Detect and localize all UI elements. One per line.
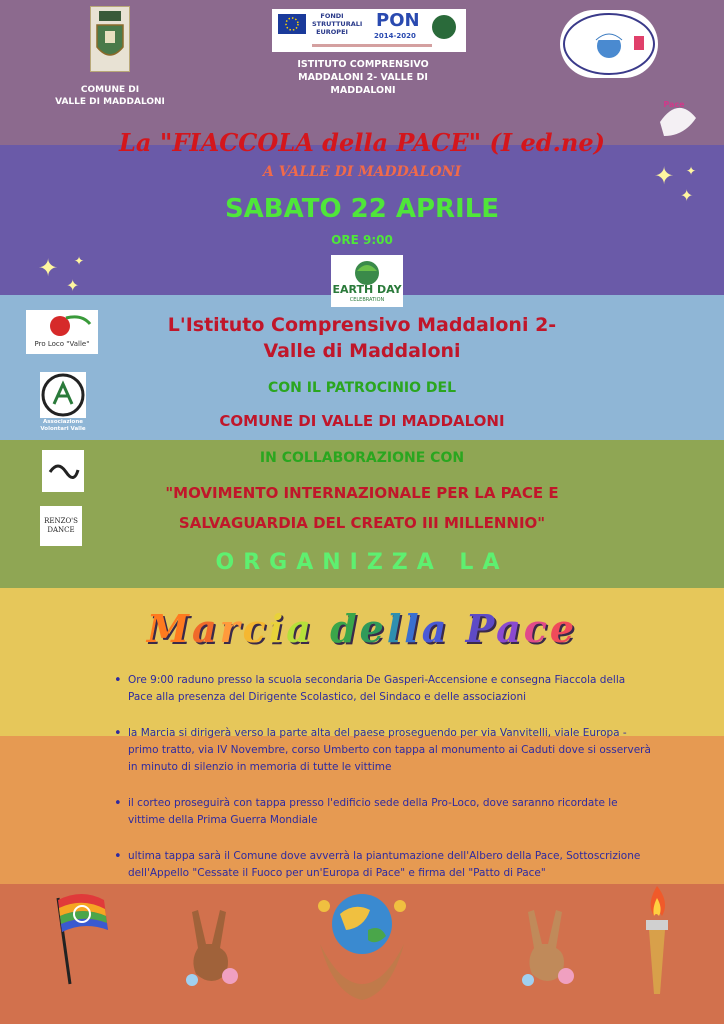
pon-fondi-text: FONDI STRUTTURALI EUROPEI <box>312 12 363 36</box>
movimento-line1: "MOVIMENTO INTERNAZIONALE PER LA PACE E <box>165 484 559 502</box>
sparkle-icon: ✦ <box>38 254 59 282</box>
event-date: SABATO 22 APRILE <box>224 194 500 224</box>
collaborazione-label: IN COLLABORAZIONE CON <box>259 450 465 466</box>
torch-icon <box>636 882 678 998</box>
event-list <box>112 672 652 901</box>
istituto-line1: L'Istituto Comprensivo Maddaloni 2- <box>167 314 557 336</box>
eu-flag-icon <box>278 14 306 34</box>
sparkle-icon: ✦ <box>654 162 675 190</box>
marcia-letter: l <box>404 606 422 651</box>
marcia-letter: M <box>146 606 192 651</box>
marcia-letter: a <box>496 606 524 651</box>
republic-emblem-icon <box>432 15 456 39</box>
list-item: • la Marcia si dirigerà verso la parte alta del paese proseguendo per via Vanvitelli, viale Europa -primo tratto, via IV Novembre, corso Umberto con tappa al monumento ai Caduti dove si osserverà in minuto di silenzio in memoria di tutte le vittime <box>112 725 652 776</box>
marcia-letter <box>314 606 330 651</box>
pro-loco-label: Pro Loco "Valle" <box>34 340 90 348</box>
earth-day-logo <box>331 255 403 307</box>
pon-years: 2014-2020 <box>374 32 416 40</box>
event-time: ORE 9:00 <box>331 233 393 247</box>
sparkle-icon: ✦ <box>686 164 697 178</box>
marcia-letter: a <box>191 606 220 651</box>
marcia-letter: a <box>286 606 314 651</box>
rainbow-flag-icon <box>48 888 112 988</box>
renzos-label: RENZO'S DANCE <box>44 517 78 534</box>
istituto-line2: Valle di Maddaloni <box>263 340 461 362</box>
marcia-letter: P <box>465 606 497 651</box>
marcia-letter: e <box>359 606 387 651</box>
associazione-label: Associazione Volontari Valle <box>40 419 86 432</box>
organizza-label: ORGANIZZA LA <box>215 550 509 575</box>
marcia-letter: c <box>523 606 550 651</box>
sparkle-icon: ✦ <box>680 186 694 205</box>
comune-crest-icon <box>90 6 130 72</box>
pace-badge-label: Pace <box>663 100 685 109</box>
marcia-letter: l <box>386 606 405 651</box>
marcia-letter: a <box>421 606 450 651</box>
marcia-letter: d <box>330 606 360 651</box>
globe-hands-icon <box>310 884 414 1004</box>
patrocinio-label: CON IL PATROCINIO DEL <box>267 380 456 396</box>
comune-patrocinio: COMUNE DI VALLE DI MADDALONI <box>219 412 505 430</box>
marcia-letter: e <box>549 606 578 651</box>
marcia-letter <box>449 606 465 651</box>
marcia-letter: c <box>242 606 269 651</box>
peace-hand-icon <box>176 904 244 990</box>
marcia-letter: i <box>268 606 287 651</box>
main-title: La "FIACCOLA della PACE" (I ed.ne) <box>119 128 605 157</box>
sparkle-icon: ✦ <box>66 276 80 295</box>
istituto-header-label: ISTITUTO COMPRENSIVO MADDALONI 2- VALLE DI MADDALONI <box>297 59 429 96</box>
movimento-line2: SALVAGUARDIA DEL CREATO III MILLENNIO" <box>178 514 546 532</box>
marcia-title <box>0 606 724 651</box>
earth-day-label: EARTH DAY <box>332 283 402 296</box>
comune-label: COMUNE DI VALLE DI MADDALONI <box>55 85 165 107</box>
pon-caption-line <box>312 44 432 47</box>
list-item: • ultima tappa sarà il Comune dove avverrà la piantumazione dell'Albero della Pace, Sottoscrizione dell'Appello "Cessate il Fuoco per un'Europa di Pace" e firma del "Patto di Pace" <box>112 848 652 882</box>
movimento-logo-icon <box>560 10 658 78</box>
earth-day-sub: CELEBRATION <box>349 297 385 303</box>
sparkle-icon: ✦ <box>74 254 85 268</box>
peace-hand-icon <box>512 904 580 990</box>
pon-brand: PON <box>376 10 420 31</box>
marcia-letter: r <box>219 606 243 651</box>
place-subtitle: A VALLE DI MADDALONI <box>262 164 462 180</box>
list-item: • Ore 9:00 raduno presso la scuola secondaria De Gasperi-Accensione e consegna Fiaccola della Pace alla presenza del Dirigente Scolastico, del Sindaco e delle associazioni <box>112 672 652 706</box>
list-item: • il corteo proseguirà con tappa presso l'edificio sede della Pro-Loco, dove saranno ricordate le vittime della Prima Guerra Mondiale <box>112 795 652 829</box>
pon-banner <box>272 9 466 52</box>
